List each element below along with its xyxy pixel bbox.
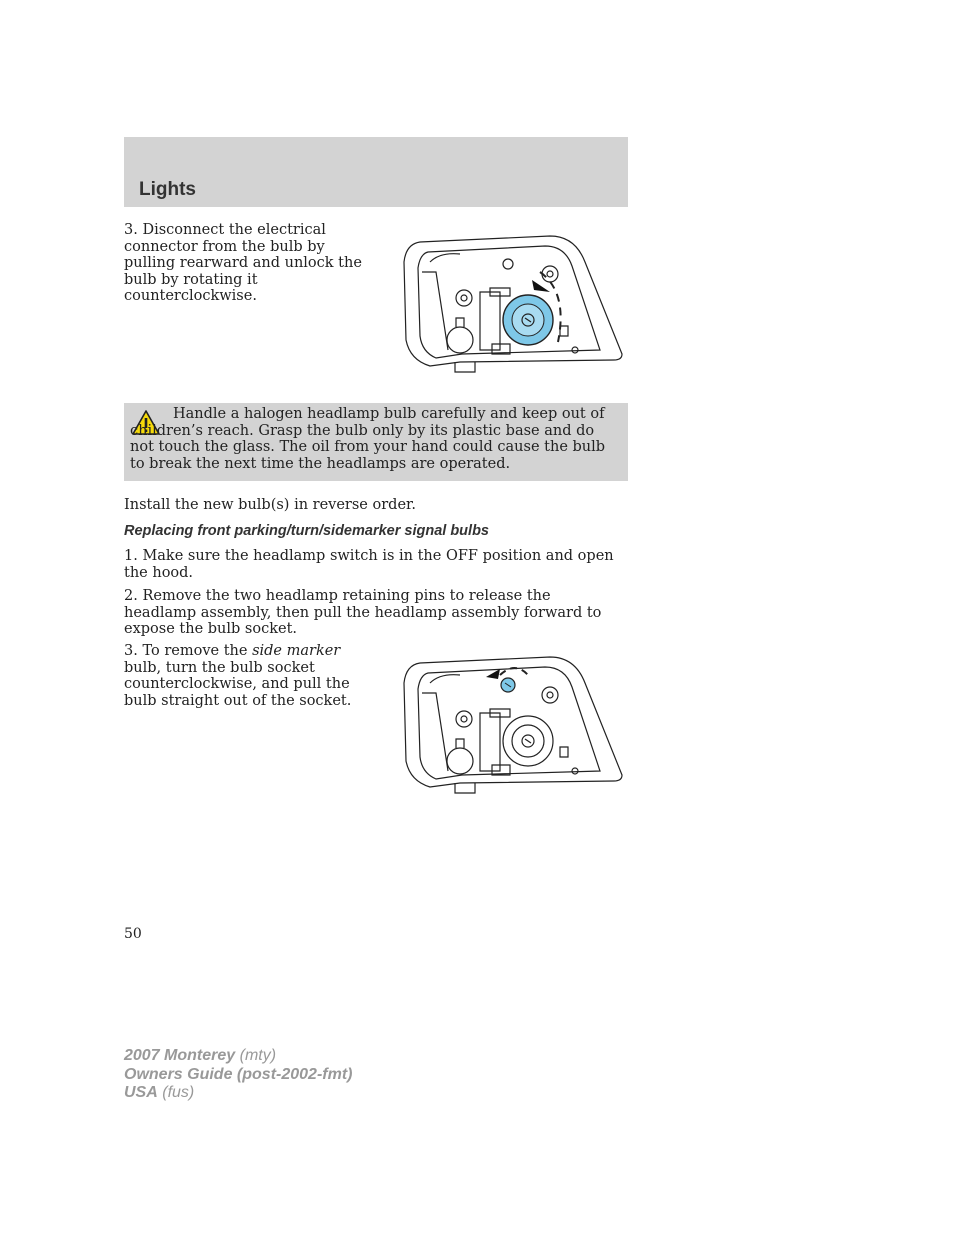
footer-line-2: Owners Guide (post-2002-fmt) bbox=[124, 1065, 353, 1083]
step-2-text: 2. Remove the two headlamp retaining pins to release the headlamp assembly, then pull the headlamp assembly forward to expose the bulb socket. bbox=[124, 588, 602, 637]
step-3-side-marker-text bbox=[124, 643, 379, 709]
footer-line-1: 2007 Monterey (mty) bbox=[124, 1047, 277, 1064]
step-3-suffix: bulb, turn the bulb socket counterclockwise, and pull the bulb straight out of the socket. bbox=[124, 659, 352, 709]
warning-text: Handle a halogen headlamp bulb carefully and keep out of children’s reach. Grasp the bulb only by its plastic base and do not touch the glass. The oil from your hand could cause the bulb to break the next time the headlamps are operated. bbox=[130, 406, 606, 472]
warning-box bbox=[124, 403, 628, 481]
step-3-disconnect-text: 3. Disconnect the electrical connector from the bulb by pulling rearward and unlock the bulb by rotating it counterclockwise. bbox=[124, 222, 362, 304]
footer-line-3: USA (fus) bbox=[124, 1084, 195, 1101]
install-reverse-text: Install the new bulb(s) in reverse order. bbox=[124, 497, 416, 513]
document-footer bbox=[124, 1047, 352, 1103]
step-1-text: 1. Make sure the headlamp switch is in the OFF position and open the hood. bbox=[124, 548, 614, 581]
page-number: 50 bbox=[124, 926, 142, 942]
side-marker-bulb-illustration bbox=[400, 653, 626, 795]
section-title: Lights bbox=[139, 179, 196, 200]
step-3-prefix: 3. To remove the bbox=[124, 643, 253, 659]
side-marker-emphasis: side marker bbox=[252, 643, 341, 659]
section-subheading: Replacing front parking/turn/sidemarker signal bulbs bbox=[124, 523, 489, 539]
section-header-band bbox=[124, 137, 628, 207]
headlamp-bulb-rotate-illustration bbox=[400, 232, 626, 374]
